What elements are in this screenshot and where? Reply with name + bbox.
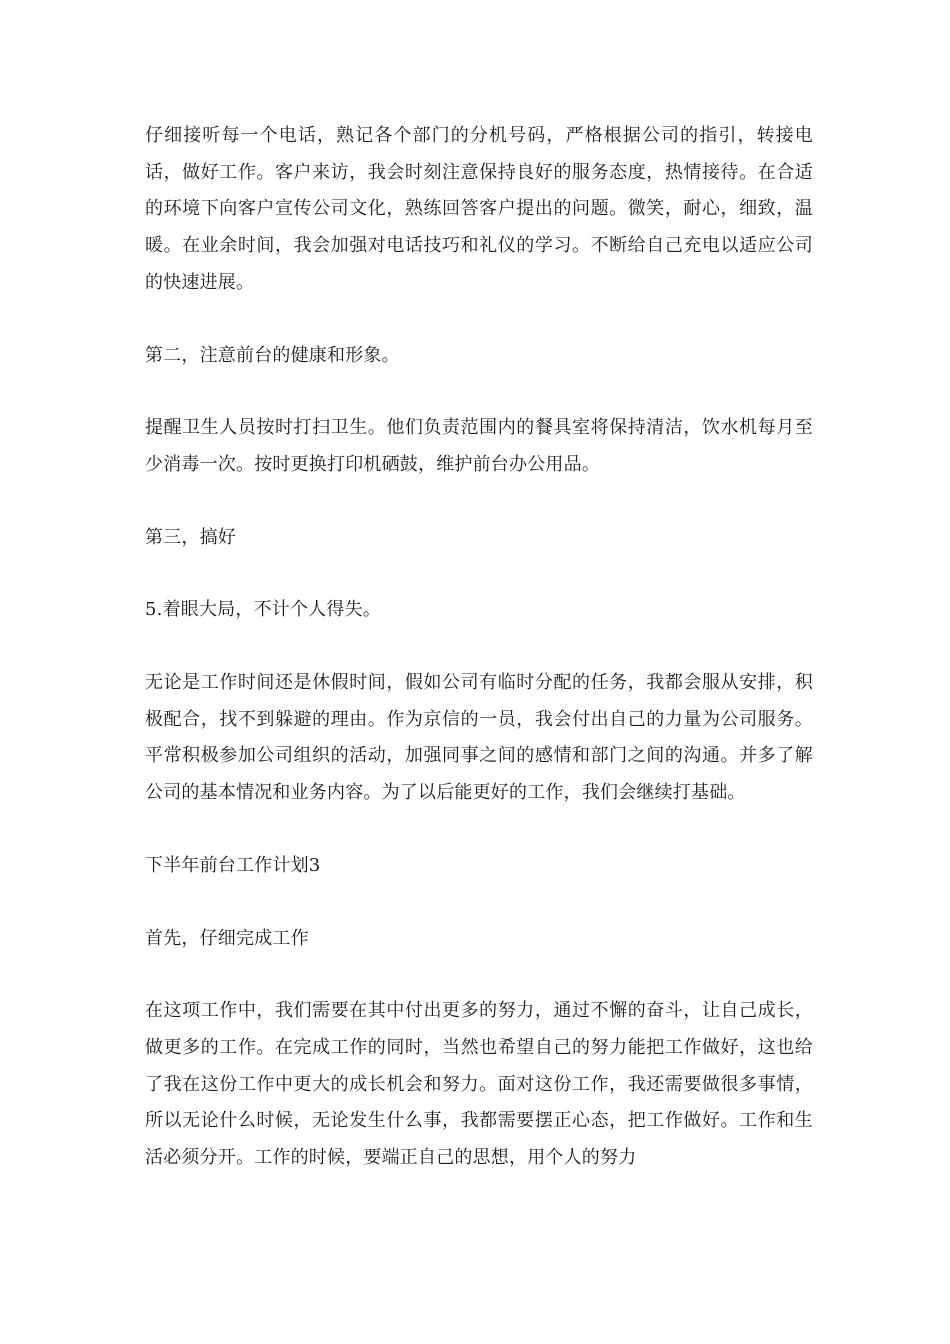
paragraph-gap <box>145 484 813 520</box>
paragraph-hygiene: 提醒卫生人员按时打扫卫生。他们负责范围内的餐具室将保持清洁，饮水机每月至少消毒一次。按时更换打印机硒鼓，维护前台办公用品。 <box>145 417 813 475</box>
paragraph-gap <box>145 629 813 665</box>
paragraph-gap <box>145 374 813 410</box>
paragraph-item-5: 5.着眼大局，不计个人得失。 <box>145 599 381 621</box>
paragraph-heading-health-image: 第二，注意前台的健康和形象。 <box>145 344 400 366</box>
paragraph-heading-first: 首先，仔细完成工作 <box>145 927 309 949</box>
section-title-plan-3: 下半年前台工作计划3 <box>145 854 321 876</box>
paragraph-gap <box>145 812 813 848</box>
paragraph-gap <box>145 957 813 993</box>
paragraph-gap <box>145 556 813 592</box>
paragraph-effort: 在这项工作中，我们需要在其中付出更多的努力，通过不懈的奋斗，让自己成长，做更多的工作。在完成工作的同时，当然也希望自己的努力能把工作做好，这也给了我在这份工作中更大的成长机会和努力。面对这份工作，我还需要做很多事情，所以无论什么时候，无论发生什么事，我都需要摆正心态，把工作做好。工作和生活必须分开。工作的时候，要端正自己的思想，用个人的努力 <box>145 1000 813 1169</box>
paragraph-heading-third: 第三，搞好 <box>145 526 236 548</box>
paragraph-phone-reception: 仔细接听每一个电话，熟记各个部门的分机号码，严格根据公司的指引，转接电话，做好工作。客户来访，我会时刻注意保持良好的服务态度，热情接待。在合适的环境下向客户宣传公司文化，熟练回答客户提出的问题。微笑，耐心，细致，温暖。在业余时间，我会加强对电话技巧和礼仪的学习。不断给自己充电以适应公司的快速进展。 <box>145 125 813 293</box>
paragraph-overall-situation: 无论是工作时间还是休假时间，假如公司有临时分配的任务，我都会服从安排，积极配合，找不到躲避的理由。作为京信的一员，我会付出自己的力量为公司服务。平常积极参加公司组织的活动，加强同事之间的感情和部门之间的沟通。并多了解公司的基本情况和业务内容。为了以后能更好的工作，我们会继续打基础。 <box>145 672 813 804</box>
paragraph-gap <box>145 302 813 338</box>
paragraph-gap <box>145 885 813 921</box>
document-body <box>145 118 813 1177</box>
